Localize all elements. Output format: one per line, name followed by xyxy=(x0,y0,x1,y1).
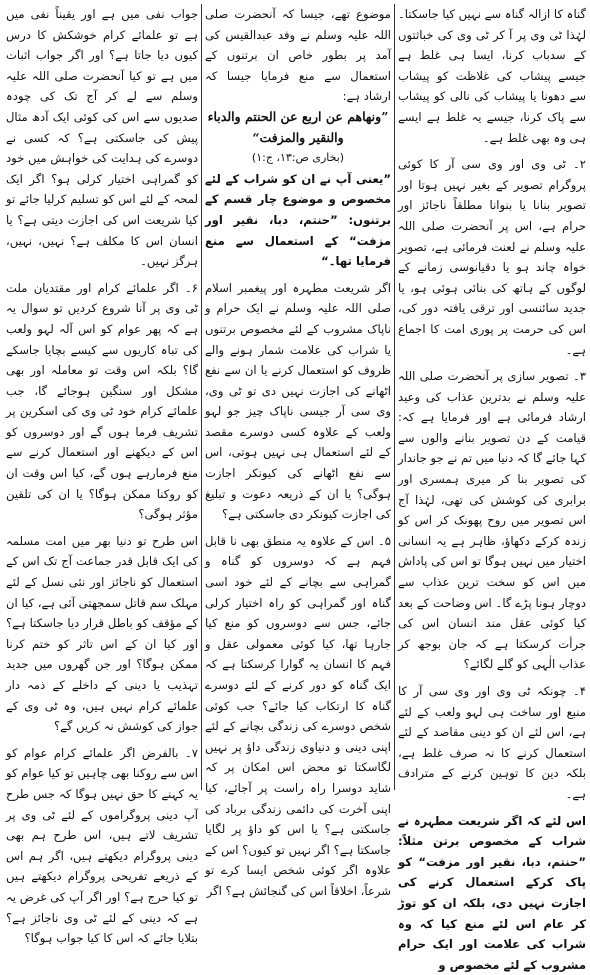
paragraph: ۲۔ ٹی وی اور وی سی آر کا کوئی پروگرام تصویر کے بغیر نہیں ہوتا اور تصویر بنانا یا بنوانا مطلقاً ناجائز اور حرام ہے، اس پر آنحضرت صلی اللہ علیہ وسلم نے لعنت فرمائی ہے، تصویر خواہ چاند ہو یا دقیانوسی زمانے کے لوگوں کے ہاتھ کی بنائی ہوئی ہو، یا جدید سائنسی اور ترقی یافتہ دور کی، اس کی حرمت پر پوری امت کا اجماع ہے۔ xyxy=(398,157,586,357)
middle-column xyxy=(205,4,391,898)
paragraph: جواب نفی میں ہے اور یقیناً نفی میں ہے تو علمائے کرام خوشکش کا درس کیوں دیا جاتا ہے؟ اور اگر جواب اثبات میں ہے تو کیا آنحضرت صلی اللہ علیہ وسلم سے لے کر آج تک کی چودہ صدیوں سے اس کی کوئی ایک آدھ مثال پیش کی جاسکتی ہے؟ کہ کسی نے دوسرے کی ہدایت کی خواہش میں خود کو گمراہی اختیار کرلی ہو؟ اگر ایک لمحہ کے لئے اس کو تسلیم کرلیا جائے تو کیا شریعت اس کی اجازت دیتی ہے؟ یا انسان اس کا مکلف ہے؟ نہیں، نہیں، ہرگز نہیں۔ xyxy=(6,7,198,269)
paragraph: ۶۔ اگر علمائے کرام اور مقتدیان ملت ٹی وی پر آنا شروع کردیں تو سوال یہ ہے کہ پھر عوام کو اس آلہ لہو ولعب کی تباہ کاریوں سے کیسے بچایا جاسکے گا؟ بلکہ اس وقت تو معاملہ اور بھی مشکل اور سنگین ہوجائے گا، جب علمائے کرام خود ٹی وی کی اسکرین پر تشریف فرما ہوں گے اور دوسروں کو اس کے دیکھنے اور استعمال کرنے سے منع فرمارہے ہوں گے، کیا اس وقت ان کو روکنا ممکن ہوگا؟ یا ان کی تلقین مؤثر ہوگی؟ xyxy=(6,280,198,522)
arabic-quote: ”ونهاهم عن اربع عن الحنتم والدباء والنقير والمزفت“ xyxy=(207,108,389,145)
paragraph: اس طرح تو دنیا بھر میں امت مسلمہ کی ایک قابل قدر جماعت آج تک اس کے استعمال کو ناجائز اور نئی نسل کے لئے مہلک سم قاتل سمجھتی آئی ہے، کیا ان کے مؤقف کو باطل قرار دیا جاسکتا ہے؟ اور کیا ان کے اس تاثر کو ختم کرنا ممکن ہوگا؟ اور جن گھروں میں جدید تہذیب یا دینی کے داخلے کے ذمہ دار علمائے کرام نہیں ہیں، وہ ٹی وی کے جواز کی کوشش نہ کریں گے؟ xyxy=(6,533,198,734)
right-column xyxy=(397,4,586,972)
left-column xyxy=(6,4,198,946)
paragraph: گناہ کا ازالہ گناہ سے نہیں کیا جاسکتا۔ لہٰذا ٹی وی پر آ کر ٹی وی کی خباثتوں کے سدباب کرنا، ایسا ہی غلط ہے جیسے پیشاب کی غلاظت کو پیشاب سے دھونا یا پیشاب کی نالی کو پیشاب سے پاک کرنا، جیسے یہ غلط ہے ایسے ہی وہ بھی غلط ہے۔ xyxy=(398,7,586,145)
paragraph: ۷۔ بالفرض اگر علمائے کرام عوام کو اس سے روکنا بھی چاہیں تو کیا عوام کو یہ کہنے کا حق نہیں ہوگا کہ جس طرح آپ دینی پروگراموں کے لئے ٹی وی پر تشریف لاتے ہیں، اس طرح ہم بھی دینی پروگرام دیکھتے ہیں، اگر ہم اس کے ذریعے تفریحی پروگرام دیکھتے ہیں تو کیا حرج ہے؟ اور اگر آپ کی غرض یہ ہے کہ دینی کے لئے ٹی وی ناجائز ہے؟ بتلایا جائے کہ اس کا کیا جواب ہوگا؟ xyxy=(6,745,198,946)
paragraph: اس لئے کہ اگر شریعت مطہرہ نے شراب کے مخصوص برتن مثلاً: ”حنتم، دبا، نقیر اور مزفت“ کو پاک کرکے استعمال کرنے کی اجازت نہیں دی، بلکہ ان کو توڑ کر عام اس لئے منع کیا کہ وہ شراب کی علامت اور ایک حرام مشروب کے لئے مخصوص و xyxy=(398,813,586,972)
column-divider xyxy=(394,4,395,790)
paragraph: موضوع تھے، جیسا کہ آنحضرت صلی اللہ علیہ وسلم نے وفد عبدالقیس کی آمد پر بطور خاص ان برتنوں کے استعمال سے منع فرمایا جیسا کہ ارشاد ہے: xyxy=(205,7,391,104)
reference: (بخاری ص:۱۳، ج:۱) xyxy=(251,151,345,165)
paragraph: ۴۔ چونکہ ٹی وی اور وی سی آر کا منبع اور ساخت ہی لہو ولعب کے لئے ہے، اس لئے ان کو دینی مقاصد کے لئے استعمال کرنے کا نہ صرف غلط ہے، بلکہ دین کا توہین کرنے کے مترادف ہے۔ xyxy=(398,684,586,801)
paragraph: ۳۔ تصویر سازی پر آنحضرت صلی اللہ علیہ وسلم نے بدترین عذاب کی وعید ارشاد فرمائی ہے اور فرمایا ہے کہ: قیامت کے دن تصویر بنانے والوں سے کہا جائے گا کہ دنیا میں تم نے جو جاندار کی تصویر بنا کر میری ہمسری اور برابری کی کوشش کی تھی، لہٰذا آج اس تصویر میں روح پھونک کر اس کو زندہ کرکے دکھاؤ، ظاہر ہے یہ انسانی اختیار میں نہیں ہوگا تو اس کی پاداش میں اس کو سخت ترین عذاب سے دوچار ہونا پڑے گا۔ اس وضاحت کے بعد کیا کوئی عقل مند انسان اس کی جرأت کرسکتا ہے کہ جان بوجھ کر عذاب الٰہی کو گلے لگائے؟ xyxy=(397,369,586,672)
paragraph: ۵۔ اس کے علاوہ یہ منطق بھی نا قابل فہم ہے کہ دوسروں کو گناہ و گمراہی سے بچانے کے لئے خود اسی گناہ اور گمراہی کو راہ اختیار کرلی جائے، جس سے دوسروں کو منع کیا جارہا تھا، کیا کوئی معمولی عقل و فہم کا انسان یہ گوارا کرسکتا ہے کہ ایک گناہ کو دور کرنے کے لئے دوسرے گناہ کا ارتکاب کیا جائے؟ جب کوئی شخص دوسرے کی زندگی بچانے کے لئے اپنی دینی و دنیاوی زندگی داؤ پر نہیں لگاسکتا تو محض اس امکان پر کہ شاید دوسرا راہ راست پر آجائے، کیا اپنی آخرت کی دائمی زندگی برباد کی جاسکتی ہے؟ یا اس کو داؤ پر لگایا جاسکتا ہے؟ اگر نہیں تو کیوں؟ اس کے علاوہ اگر کوئی شخص ایسا کرے تو شرعاً، اخلاقاً اس کی گنجائش ہے؟ اگر xyxy=(205,533,391,898)
column-divider xyxy=(201,4,202,790)
paragraph: اگر شریعت مطہرہ اور پیغمبر اسلام صلی اللہ علیہ وسلم نے ایک حرام و ناپاک مشروب کے لئے مخصوص برتنوں یا شراب کی علامت شمار ہونے والے ظروف کو استعمال کرنے یا ان سے نفع اٹھانے کی اجازت نہیں دی تو ٹی وی، وی سی آر جیسی ناپاک چیز جو لہو ولعب کے علاوہ کسی دوسرے مقصد کے لئے استعمال ہی نہیں ہوتی، اس سے نفع اٹھانے کی کیونکر اجازت ہوگی؟ یا ان کے ذریعہ دعوت و تبلیغ کی اجازت کیونکر دی جاسکتی ہے؟ xyxy=(205,280,391,522)
quote-translation: ”یعنی آپ نے ان کو شراب کے لئے مخصوص و موضوع چار قسم کے برتنوں: ”حنتم، دبا، نقیر اور مزفت“ کے استعمال سے منع فرمایا تھا۔“ xyxy=(205,171,391,269)
